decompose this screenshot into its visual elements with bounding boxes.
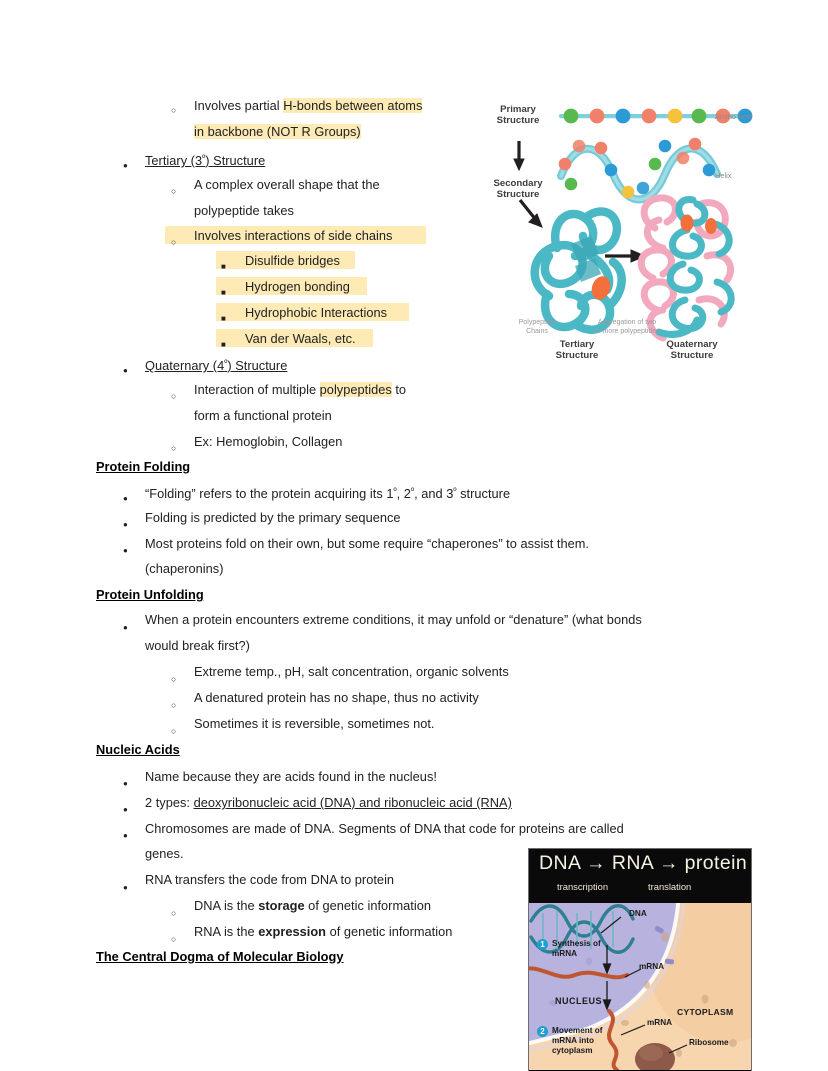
text-run: Folding is predicted by the primary sequence [145,510,401,525]
list-item-hydrogen-bonding [245,279,350,294]
text-run: to [391,382,407,397]
list-item-continuation [194,203,294,218]
dogma-step-2-badge: 2 [537,1026,548,1037]
text-run: Sometimes it is reversible, sometimes not. [194,716,435,731]
list-item-continuation [145,561,224,576]
list-item-quaternary-structure [145,356,287,373]
highlighted-text: polypeptides [319,382,392,397]
bullet-circle [171,930,176,947]
text-run: would break first?) [145,638,250,653]
text-run: When a protein encounters extreme conditions, it may unfold or “denature” (what bonds [145,612,642,627]
label-polypeptide-line1: Polypeptide [518,319,556,326]
dogma-label-ribosome: Ribosome [689,1038,729,1047]
label-aggregation-line1: Aggregation of two [597,319,657,326]
dogma-step-1-line1: Synthesis of [552,939,601,948]
list-item-van-der-waals [245,331,356,346]
bullet-disc [123,361,128,378]
bullet-square [221,257,226,274]
text-run: Ex: Hemoglobin, Collagen [194,434,343,449]
text-run: A complex overall shape that the [194,177,380,192]
heading-text: The Central Dogma of Molecular Biology [96,949,344,964]
text-run: “Folding” refers to the protein acquiring its 1 [145,486,394,501]
list-item-tertiary-structure [145,151,265,168]
bullet-disc [123,489,128,506]
list-item [194,382,406,397]
bold-text: storage [258,898,305,913]
label-aggregation-line2: or more polypeptides [594,328,660,335]
dogma-banner [529,849,751,903]
bold-text: expression [258,924,327,939]
bullet-disc [123,618,128,635]
text-run: Hydrogen bonding [245,279,350,294]
bullet-square [221,283,226,300]
text-run: of genetic information [304,898,431,913]
list-item-folding-prediction [145,510,401,525]
list-item [194,98,422,113]
text-run: Disulfide bridges [245,253,340,268]
list-item-chaperones [145,536,589,551]
text-run: A denatured protein has no shape, thus no activity [194,690,479,705]
caption-secondary-line2: Structure [496,189,540,200]
bullet-circle [171,696,176,713]
list-item-continuation [145,846,184,861]
text-run: ) Structure [205,153,266,168]
list-item-continuation [194,408,332,423]
highlighted-text: in backbone (NOT R Groups) [194,124,361,139]
list-item-disulfide-bridges [245,253,340,268]
section-heading-protein-folding [96,459,190,474]
text-run: RNA is the [194,924,259,939]
caption-tertiary-line1: Tertiary [559,339,595,350]
ordinal-superscript: º [202,153,206,163]
list-item-chromosomes [145,821,624,836]
list-item-rna-transfers [145,872,394,887]
text-run: 2 types: [145,795,194,810]
text-run: ) Structure [227,358,288,373]
label-polypeptide-line2: Chains [526,328,548,335]
list-item-two-types [145,795,512,810]
list-item-nucleus-name [145,769,437,784]
bullet-circle [171,101,176,118]
heading-text: Protein Folding [96,459,191,474]
ordinal-superscript: º [393,486,397,496]
bullet-disc [123,878,128,895]
list-item-rna-expression [194,924,452,939]
dogma-label-cytoplasm: CYTOPLASM [677,1007,734,1017]
bullet-disc [123,156,128,173]
dogma-step-1-line2: mRNA [552,949,578,958]
list-item-continuation [194,124,361,139]
central-dogma-figure [528,848,752,1071]
text-run: Hydrophobic Interactions [245,305,388,320]
ordinal-superscript: º [224,358,228,368]
list-item-folding-definition [145,484,510,501]
caption-quaternary-line1: Quaternary [666,339,718,350]
list-item-denature [145,612,642,627]
bullet-disc [123,826,128,843]
list-item-examples [194,434,342,449]
bullet-circle [171,722,176,739]
text-run: Interaction of multiple [194,382,320,397]
caption-tertiary-line2: Structure [555,350,599,361]
list-item-reversible [194,716,435,731]
underlined-text: deoxyribonucleic acid (DNA) and ribonucleic acid (RNA) [193,795,512,810]
list-item-side-chains [194,228,392,243]
text-run: Involves interactions of side chains [194,228,393,243]
dogma-label-mrna-1: mRNA [639,962,665,971]
list-item-hydrophobic-interactions [245,305,387,320]
bullet-circle [171,670,176,687]
dogma-label-mrna-2: mRNA [647,1018,673,1027]
bullet-disc [123,541,128,558]
text-run: polypeptide takes [194,203,294,218]
text-run: Involves partial [194,98,284,113]
text-run: Most proteins fold on their own, but some require “chaperones” to assist them. [145,536,589,551]
text-run: Tertiary (3 [145,153,203,168]
bullet-disc [123,774,128,791]
text-run: form a functional protein [194,408,332,423]
list-item-denatured-protein [194,690,479,705]
text-run: Chromosomes are made of DNA. Segments of DNA that code for proteins are called [145,821,624,836]
section-heading-central-dogma [96,949,343,964]
label-helix: Helix [715,171,732,180]
dogma-label-translation: translation [648,881,692,892]
list-item-extreme-conditions [194,664,509,679]
bullet-disc [123,515,128,532]
list-item-dna-storage [194,898,431,913]
bullet-circle [171,182,176,199]
text-run: structure [456,486,511,501]
dogma-step-2-line3: cytoplasm [552,1046,593,1055]
dogma-title: DNA → RNA → protein [539,852,748,874]
dogma-illustration [529,903,751,1070]
dogma-label-dna: DNA [629,909,647,918]
ordinal-superscript: º [410,486,415,496]
section-heading-protein-unfolding [96,587,204,602]
bullet-disc [123,800,128,817]
text-run: RNA transfers the code from DNA to protein [145,872,395,887]
ordinal-superscript: º [453,486,457,496]
bullet-circle [171,387,176,404]
list-item [194,177,380,192]
text-run: DNA is the [194,898,259,913]
caption-primary-line1: Primary [500,104,536,115]
dogma-label-transcription: transcription [557,881,609,892]
section-heading-nucleic-acids [96,742,180,757]
caption-quaternary-line2: Structure [670,350,714,361]
highlighted-text: H-bonds between atoms [283,98,423,113]
bullet-circle [171,439,176,456]
caption-secondary-line1: Secondary [493,178,543,189]
bullet-square [221,309,226,326]
text-run: Name because they are acids found in the nucleus! [145,769,437,784]
text-run: Extreme temp., pH, salt concentration, organic solvents [194,664,509,679]
text-run: genes. [145,846,184,861]
text-run: of genetic information [326,924,453,939]
dogma-label-nucleus: NUCLEUS [555,996,603,1006]
list-item-continuation [145,638,250,653]
protein-structure-figure [487,96,755,366]
bullet-circle [171,904,176,921]
text-run: (chaperonins) [145,561,224,576]
text-run: , 2 [396,486,411,501]
bullet-square [221,335,226,352]
label-amino-acid: Amino Acid [715,112,752,121]
text-run: , and 3 [414,486,454,501]
heading-text: Nucleic Acids [96,742,180,757]
dogma-step-2-line1: Movement of [552,1026,603,1035]
text-run: Quaternary (4 [145,358,225,373]
dogma-step-1-badge: 1 [537,939,548,950]
bullet-circle [171,233,176,250]
dogma-step-2-line2: mRNA into [552,1036,594,1045]
caption-primary-line2: Structure [496,115,540,126]
text-run: Van der Waals, etc. [245,331,356,346]
heading-text: Protein Unfolding [96,587,204,602]
